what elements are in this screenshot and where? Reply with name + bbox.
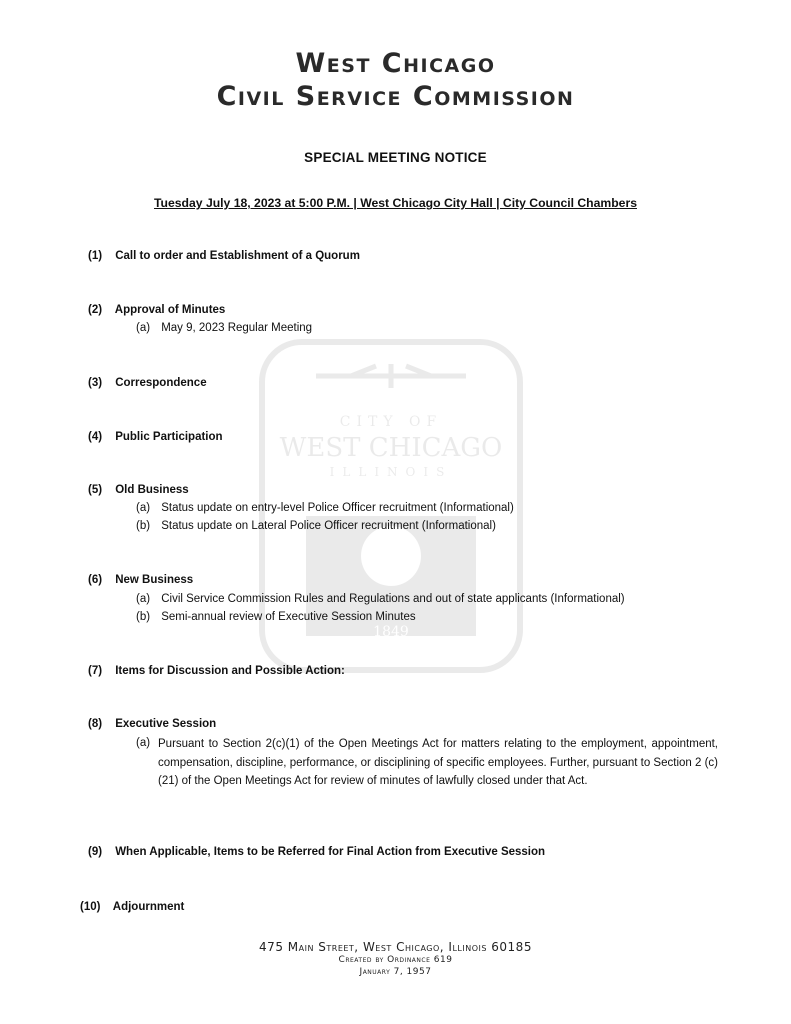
watermark-state: ILLINOIS: [329, 465, 453, 479]
notice-title: SPECIAL MEETING NOTICE: [304, 150, 487, 165]
footer-date: January 7, 1957: [359, 967, 432, 977]
subitem-letter: (a): [136, 737, 151, 749]
agenda-item-number: (8): [88, 718, 103, 730]
subitem-letter: (b): [136, 520, 151, 532]
watermark-name: WEST CHICAGO: [279, 433, 503, 463]
footer-address: 475 Main Street, West Chicago, Illinois 60185: [259, 940, 532, 954]
subitem-text: Semi-annual review of Executive Session Minutes: [161, 611, 416, 623]
agenda-item-7: [88, 665, 345, 677]
agenda-subitem: [136, 322, 312, 334]
subitem-text: Status update on entry-level Police Officer recruitment (Informational): [161, 502, 514, 514]
agenda-subitem: [136, 593, 625, 605]
agenda-item-8: [88, 718, 216, 730]
subitem-text: Status update on Lateral Police Officer recruitment (Informational): [161, 520, 496, 532]
footer-ordinance: Created by Ordinance 619: [338, 955, 453, 965]
subitem-text: May 9, 2023 Regular Meeting: [161, 322, 313, 334]
agenda-item-number: (6): [88, 574, 103, 586]
agenda-item-number: (3): [88, 377, 103, 389]
watermark-city-of: CITY OF: [339, 414, 443, 430]
watermark-year: 1849: [373, 624, 409, 640]
subitem-letter: (b): [136, 611, 151, 623]
agenda-item-number: (7): [88, 665, 103, 677]
subitem-letter: (a): [136, 322, 151, 334]
agenda-item-9: [88, 846, 545, 858]
agenda-item-title: Correspondence: [115, 377, 207, 389]
letterhead-city: West Chicago: [295, 48, 496, 79]
agenda-item-1: [88, 250, 360, 262]
agenda-item-6: [88, 574, 193, 586]
agenda-item-5: [88, 484, 189, 496]
agenda-subitem-letter-wrap: [136, 737, 158, 749]
agenda-item-title: Adjournment: [112, 901, 185, 913]
agenda-item-number: (1): [88, 250, 103, 262]
subitem-letter: (a): [136, 502, 151, 514]
agenda-item-10: [80, 901, 184, 913]
agenda-subitem: [136, 520, 496, 532]
agenda-item-title: Executive Session: [115, 718, 217, 730]
agenda-item-title: Call to order and Establishment of a Quorum: [115, 250, 360, 262]
agenda-item-number: (2): [88, 304, 103, 316]
agenda-subitem: [136, 502, 514, 514]
meeting-date-location: Tuesday July 18, 2023 at 5:00 P.M. | West Chicago City Hall | City Council Chambers: [154, 196, 637, 210]
agenda-item-title: When Applicable, Items to be Referred for Final Action from Executive Session: [115, 846, 546, 858]
agenda-item-title: Items for Discussion and Possible Action:: [115, 665, 345, 677]
agenda-item-number: (4): [88, 431, 103, 443]
agenda-item-title: Old Business: [115, 484, 189, 496]
footer: [0, 940, 791, 978]
agenda-item-title: Approval of Minutes: [114, 304, 226, 316]
letterhead: [0, 50, 791, 110]
letterhead-commission: Civil Service Commission: [216, 81, 575, 112]
subitem-letter: (a): [136, 593, 151, 605]
agenda-subitem: [136, 611, 416, 623]
agenda-item-number: (9): [88, 846, 103, 858]
agenda-item-title: Public Participation: [115, 431, 223, 443]
agenda-item-title: New Business: [115, 574, 194, 586]
subitem-text: Civil Service Commission Rules and Regulations and out of state applicants (Informational): [161, 593, 625, 605]
agenda-item-number: (10): [80, 901, 101, 913]
agenda-item-2: [88, 304, 225, 316]
agenda-item-3: [88, 377, 207, 389]
agenda-item-number: (5): [88, 484, 103, 496]
executive-session-text: Pursuant to Section 2(c)(1) of the Open Meetings Act for matters relating to the employment, appointment, compensation, discipline, performance, or disciplining of specific employees. Further, pursuant to Section 2 (c)(21) of the Open Meetings Act for review of minutes of lawfully closed under that Act.: [158, 738, 718, 787]
agenda-item-4: [88, 431, 223, 443]
